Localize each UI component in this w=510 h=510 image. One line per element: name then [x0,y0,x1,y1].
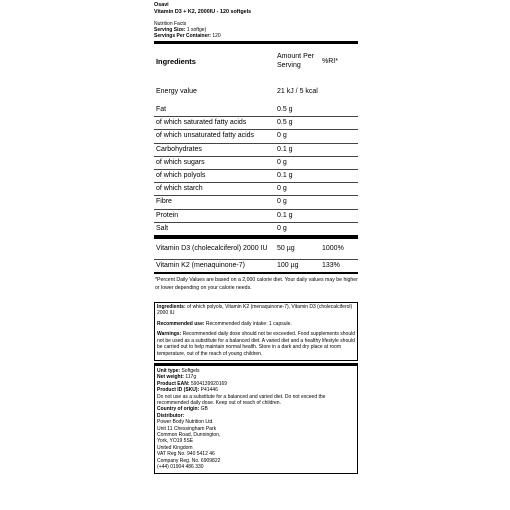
sku-label: Product ID (SKU): [157,387,200,394]
warnings-text: Recommended daily dose should not be exceeded. Food supplements should not be used as a substitute for a balanced diet. A varied diet and a healthy lifestyle should be carried out to help maintain normal health. Store in a dark and dry place at room temperature, out of the reach of young children. [157,331,355,357]
vitamin-row [154,259,358,272]
nutrient-amount: 0.5 g [277,104,322,117]
distributor-line: Power Body Nutrition Ltd. [157,419,214,426]
disclaimer-text: *Percent Daily Values are based on a 2,000 calorie diet. Your daily values may be higher or lower depending on your calorie needs. [155,276,358,292]
net-weight-value: 117g [185,374,197,381]
nutrient-amount: 0.1 g [277,143,322,156]
nutrient-amount: 0 g [277,224,287,232]
origin-value: GB [200,406,208,413]
sku-value: P41446 [200,387,218,394]
product-name: Vitamin D3 + K2, 2000IU - 120 softgels [154,9,252,15]
nutrient-amount: 0.5 g [277,117,322,130]
recommended-text: Recommended daily intake: 1 capsule. [205,320,292,327]
nutrient-ri [322,117,358,130]
distributor-line: VAT Reg No. 940 5412 46 [157,451,215,458]
nutrient-name: Protein [154,209,277,222]
distributor-line: United Kingdom [157,444,193,451]
label-header [154,0,358,39]
table-row [154,183,358,196]
vitamin-ri: 133% [322,261,340,269]
vitamin-amount: 50 µg [277,239,322,260]
ingredients-label: Ingredients: [157,304,186,311]
unit-type-value: Softgels [181,367,200,374]
vitamin-name: Vitamin K2 (menaquinone-7) [156,261,245,269]
energy-amount: 21 kJ / 5 kcal [277,88,318,95]
table-row [154,104,358,117]
table-row [154,222,358,237]
recommended-label: Recommended use: [157,320,205,327]
nutrient-ri [322,104,358,117]
distributor-label: Distributor: [157,412,185,419]
recommended-paragraph [157,321,355,327]
distributor-line: Common Road, Dunnington, [157,431,221,438]
ean-value: 5904139920169 [190,380,228,387]
net-weight-label: Net weight: [157,374,184,381]
table-header-row [154,44,358,80]
nutrient-ri [322,209,358,222]
nutrient-name: of which polyols [154,169,277,182]
header-amount: Amount Per Serving [277,53,314,69]
vitamin-amount: 100 µg [277,261,299,269]
energy-name: Energy value [156,88,197,95]
nutrient-name: Salt [156,224,169,232]
nutrient-name: Fat [154,104,277,117]
servings-per-container-label: Servings Per Container: [154,33,211,39]
servings-per-container-value: 120 [212,33,221,39]
nutrition-table [154,44,358,272]
nutrient-name: of which unsaturated fatty acids [154,130,277,143]
usage-notice: Do not use as a substitute for a balanced and varied diet. Do not exceed the recommended daily dose. Keep out of reach of children. [157,393,326,406]
header-ri: %RI* [322,58,338,65]
serving-size-value: 1 softge) [186,27,207,33]
nutrition-facts-title: Nutrition Facts [154,21,187,27]
nutrient-name: of which saturated fatty acids [154,117,277,130]
header-ingredients: Ingredients [156,57,196,66]
table-row [154,156,358,169]
vitamin-ri: 1000% [322,239,358,260]
nutrient-amount: 0.1 g [277,209,322,222]
distributor-line: Unit 11 Chessingham Park [157,425,217,432]
table-row [154,196,358,209]
ingredients-paragraph [157,304,355,317]
nutrient-ri [322,222,358,237]
ean-label: Product EAN: [157,380,190,387]
table-row [154,143,358,156]
nutrient-ri [322,169,358,182]
table-row [154,117,358,130]
energy-row [154,80,358,104]
vitamin-row [154,239,358,260]
nutrient-ri [322,183,358,196]
distributor-line: York, YO19 5SE [157,438,194,445]
warnings-label: Warnings: [157,331,182,338]
nutrient-amount: 0 g [277,130,322,143]
product-label [154,0,358,474]
nutrient-ri [322,130,358,143]
nutrient-name: Fibre [154,196,277,209]
nutrient-amount: 0.1 g [277,169,322,182]
distributor-line: Company Reg. No. 6909822 [157,457,221,464]
nutrient-name: of which starch [154,183,277,196]
serving-size-label: Serving Size: [154,27,186,33]
energy-ri [322,80,358,104]
table-row [154,209,358,222]
table-row [154,169,358,182]
info-box [154,302,358,361]
nutrient-amount: 0 g [277,196,322,209]
ingredients-text: of which polyols, Vitamin K2 (menaquinone-7), Vitamin D3 (cholecalciferol) 2000 IU [157,304,353,317]
origin-label: Country of origin: [157,406,200,413]
unit-type-label: Unit type: [157,367,181,374]
nutrient-name: Carbohydrates [154,143,277,156]
nutrient-ri [322,143,358,156]
brand-name: Osavi [154,2,169,8]
warnings-paragraph [157,331,355,357]
divider-thick [155,364,357,366]
nutrient-ri [322,156,358,169]
divider-thick [154,272,358,274]
nutrient-amount: 0 g [277,183,322,196]
nutrient-name: of which sugars [154,156,277,169]
servings-per-container [154,33,358,39]
distributor-line: (+44) 01904 486 330 [157,464,204,470]
nutrient-amount: 0 g [277,156,322,169]
table-row [154,130,358,143]
vitamin-name: Vitamin D3 (cholecalciferol) 2000 IU [154,239,277,260]
nutrient-ri [322,196,358,209]
product-info-box [154,363,358,475]
